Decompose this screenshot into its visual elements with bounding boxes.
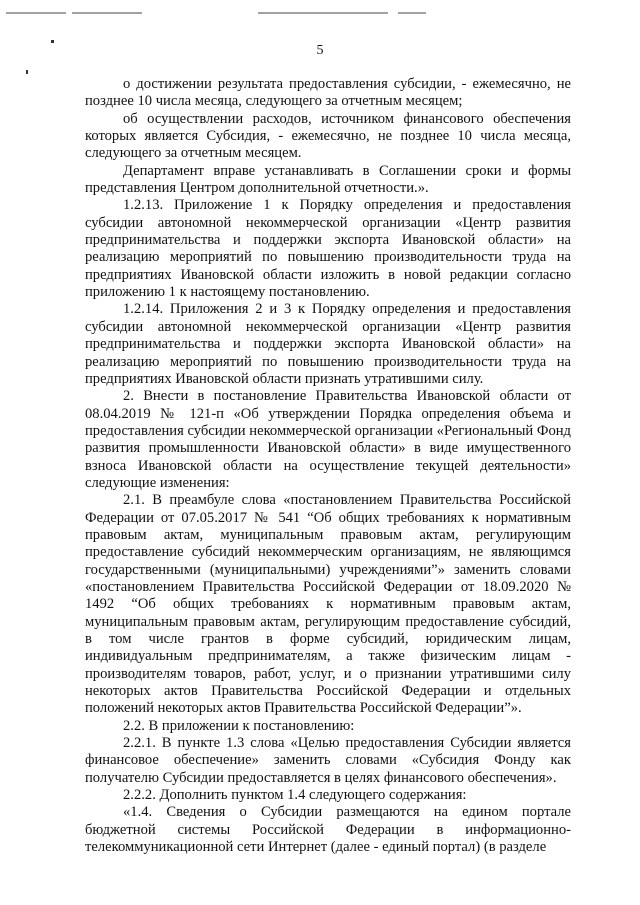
paragraph: 2.2.2. Дополнить пунктом 1.4 следующего содержания: bbox=[123, 787, 467, 804]
scan-artifact-header bbox=[0, 8, 640, 20]
paragraph: 1.2.13. Приложение 1 к Порядку определения и предоставления субсидии автономной некоммерческой организации «Центр развития предпринимательства и поддержки экспорта Ивановской области» на реализацию мероприятий по повышению производительности труда на предприятиях Ивановской области изложить в новой редакции согласно приложению 1 к настоящему постановлению. bbox=[85, 197, 571, 301]
paragraph: 2.1. В преамбуле слова «постановлением Правительства Российской Федерации от 07.05.2017 № 541 “Об общих требованиях к нормативным правовым актам, муниципальным правовым актам, регулирующим предоставление субсидий некоммерческим организациям, не являющимся государственными (муниципальными) учреждениями”» заменить словами «постановлением Правительства Российской Федерации от 18.09.2020 № 1492 “Об общих требованиях к нормативным правовым актам, муниципальным правовым актам, регулирующим предоставление субсидий, в том числе грантов в форме субсидий, юридическим лицам, индивидуальным предпринимателям, а также физическим лицам - производителям товаров, работ, услуг, и о признании утратившими силу некоторых актов Правительства Российской Федерации и отдельных положений некоторых актов Правительства Российской Федерации”». bbox=[85, 492, 571, 717]
paragraph: об осуществлении расходов, источником финансового обеспечения которых является Субсидия, - ежемесячно, не позднее 10 числа месяца, следующего за отчетным месяцем. bbox=[85, 110, 571, 162]
paragraph: 2.2. В приложении к постановлению: bbox=[123, 717, 355, 734]
paragraph: 1.2.14. Приложения 2 и 3 к Порядку определения и предоставления субсидии автономной некоммерческой организации «Центр развития предпринимательства и поддержки экспорта Ивановской области» на реализацию мероприятий по повышению производительности труда на предприятиях Ивановской области признать утратившими силу. bbox=[85, 301, 571, 387]
paragraph: 2.2.1. В пункте 1.3 слова «Целью предоставления Субсидии является финансовое обеспечение» заменить словами «Субсидия Фонду как получателю Субсидии предоставляется в целях финансового обеспечения». bbox=[85, 735, 571, 786]
document-body bbox=[85, 76, 571, 856]
paragraph: «1.4. Сведения о Субсидии размещаются на едином портале бюджетной системы Российской Федерации в информационно-телекоммуникационной сети Интернет (далее - единый портал) (в разделе bbox=[85, 804, 571, 856]
paragraph: Департамент вправе устанавливать в Соглашении сроки и формы представления Центром дополнительной отчетности.». bbox=[85, 162, 571, 197]
paragraph: 2. Внести в постановление Правительства Ивановской области от 08.04.2019 № 121-п «Об утверждении Порядка определения объема и предоставления субсидии некоммерческой организации «Региональный Фонд развития промышленности Ивановской области» в виде имущественного взноса Ивановской области на осуществление текущей деятельности» следующие изменения: bbox=[85, 388, 571, 491]
page-number: 5 bbox=[316, 43, 324, 58]
scan-speck bbox=[26, 70, 28, 74]
paragraph: о достижении результата предоставления субсидии, - ежемесячно, не позднее 10 числа месяца, следующего за отчетным месяцем; bbox=[85, 76, 571, 110]
